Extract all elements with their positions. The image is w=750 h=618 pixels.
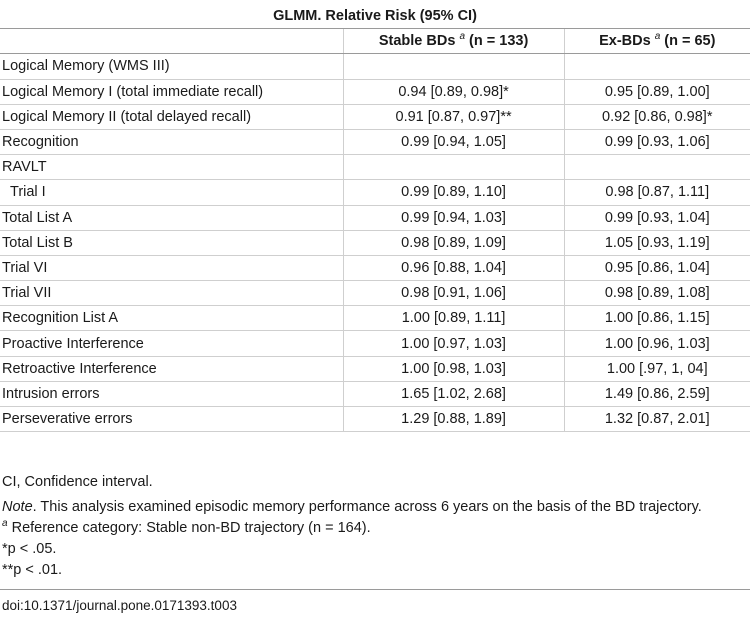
header-ex-bds-n: (n = 65) [664, 33, 716, 50]
table-body [0, 54, 750, 432]
table-row [0, 356, 750, 381]
table-row [0, 281, 750, 306]
ex-bds-value: 1.32 [0.87, 2.01] [564, 407, 750, 432]
table-row [0, 306, 750, 331]
row-label: Trial VII [0, 281, 343, 306]
ex-bds-value: 1.00 [0.86, 1.15] [564, 306, 750, 331]
header-ex-bds [564, 29, 750, 54]
section-row [0, 155, 750, 180]
stable-bds-value: 0.91 [0.87, 0.97]** [343, 104, 564, 129]
header-stable-bds-marker: a [459, 31, 466, 43]
row-label: Perseverative errors [0, 407, 343, 432]
row-label: Intrusion errors [0, 381, 343, 406]
ex-bds-value: 1.00 [.97, 1, 04] [564, 356, 750, 381]
table-row [0, 255, 750, 280]
ex-bds-value: 0.99 [0.93, 1.06] [564, 129, 750, 154]
note-text: . This analysis examined episodic memory performance across 6 years on the basis of the BD trajectory. [32, 499, 702, 515]
stable-bds-value: 1.65 [1.02, 2.68] [343, 381, 564, 406]
row-label: Logical Memory II (total delayed recall) [0, 104, 343, 129]
stable-bds-value: 0.94 [0.89, 0.98]* [343, 79, 564, 104]
header-blank [0, 29, 343, 54]
table-row [0, 205, 750, 230]
stable-bds-value: 1.00 [0.97, 1.03] [343, 331, 564, 356]
row-label: Recognition List A [0, 306, 343, 331]
row-label: Total List A [0, 205, 343, 230]
table-row [0, 79, 750, 104]
stable-bds-value: 0.99 [0.94, 1.03] [343, 205, 564, 230]
stable-bds-value: 0.98 [0.89, 1.09] [343, 230, 564, 255]
stable-bds-value: 0.96 [0.88, 1.04] [343, 255, 564, 280]
stable-bds-value: 0.99 [0.89, 1.10] [343, 180, 564, 205]
row-label: Trial I [0, 180, 343, 205]
ex-bds-value: 1.00 [0.96, 1.03] [564, 331, 750, 356]
ex-bds-value [564, 155, 750, 180]
row-label: Logical Memory (WMS III) [0, 54, 343, 79]
ex-bds-value: 0.92 [0.86, 0.98]* [564, 104, 750, 129]
table-row [0, 230, 750, 255]
row-label: Retroactive Interference [0, 356, 343, 381]
table-title: GLMM. Relative Risk (95% CI) [0, 4, 750, 29]
note-label: Note [2, 499, 33, 515]
header-ex-bds-marker: a [654, 31, 661, 43]
ex-bds-value: 0.95 [0.86, 1.04] [564, 255, 750, 280]
stable-bds-value: 1.00 [0.89, 1.11] [343, 306, 564, 331]
note-ref-text: Reference category: Stable non-BD trajectory (n = 164). [7, 520, 371, 536]
ex-bds-value [564, 54, 750, 79]
stable-bds-value: 0.98 [0.91, 1.06] [343, 281, 564, 306]
ex-bds-value: 0.99 [0.93, 1.04] [564, 205, 750, 230]
results-table [0, 4, 750, 432]
note-p05: *p < .05. [2, 541, 57, 557]
row-label: RAVLT [0, 155, 343, 180]
row-label: Trial VI [0, 255, 343, 280]
stable-bds-value [343, 54, 564, 79]
table-row [0, 129, 750, 154]
note-ci: CI, Confidence interval. [2, 474, 153, 490]
header-ex-bds-label: Ex-BDs [599, 33, 651, 50]
ex-bds-value: 0.98 [0.89, 1.08] [564, 281, 750, 306]
ex-bds-value: 0.98 [0.87, 1.11] [564, 180, 750, 205]
header-stable-bds-label: Stable BDs [378, 33, 456, 50]
stable-bds-value: 1.29 [0.88, 1.89] [343, 407, 564, 432]
doi-text: doi:10.1371/journal.pone.0171393.t003 [2, 598, 237, 613]
table-row [0, 407, 750, 432]
row-label: Logical Memory I (total immediate recall) [0, 79, 343, 104]
table-row [0, 104, 750, 129]
stable-bds-value [343, 155, 564, 180]
note-reference [2, 518, 742, 539]
section-row [0, 54, 750, 79]
row-label: Recognition [0, 129, 343, 154]
ex-bds-value: 1.05 [0.93, 1.19] [564, 230, 750, 255]
ex-bds-value: 1.49 [0.86, 2.59] [564, 381, 750, 406]
table-row [0, 381, 750, 406]
stable-bds-value: 1.00 [0.98, 1.03] [343, 356, 564, 381]
bottom-rule [0, 589, 750, 590]
header-stable-bds-n: (n = 133) [469, 33, 529, 50]
note-ref-marker: a [2, 518, 8, 530]
table-notes [2, 472, 742, 581]
row-label: Total List B [0, 230, 343, 255]
row-label: Proactive Interference [0, 331, 343, 356]
stable-bds-value: 0.99 [0.94, 1.05] [343, 129, 564, 154]
ex-bds-value: 0.95 [0.89, 1.00] [564, 79, 750, 104]
note-analysis [2, 497, 742, 518]
table-row [0, 180, 750, 205]
note-p01: **p < .01. [2, 562, 63, 578]
header-stable-bds [343, 29, 564, 54]
table-row [0, 331, 750, 356]
